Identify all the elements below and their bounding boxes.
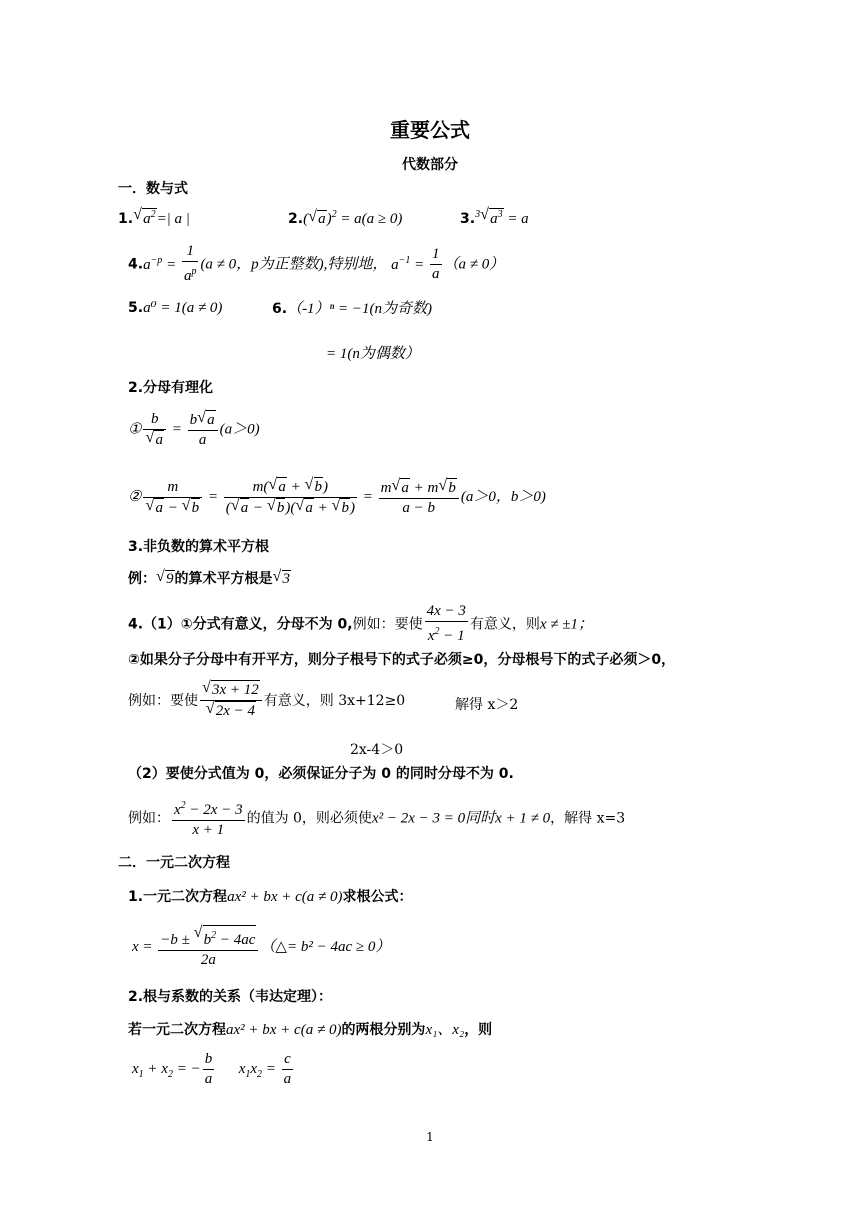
vieta-heading: 2.根与系数的关系（韦达定理）： bbox=[128, 989, 333, 1005]
example-4-2: 例如：要使 √ 3x + 12 √ 2x − 4 有意义，则 3x+12≥0 bbox=[128, 680, 405, 721]
section-subtitle: 代数部分 bbox=[402, 157, 458, 173]
formula-4: $4.a^{-p}$ = $\frac{1}{a^p}$ (a ≠ 0，p为正整数),特别地， $a^{-1}$ = $\frac{1}{a}$ （a ≠ 0） bbox=[128, 243, 505, 284]
quadratic-title: 1.一元二次方程ax² + bx + c(a ≠ 0)求根公式： bbox=[128, 889, 413, 905]
section-heading-1: 一．数与式 bbox=[118, 181, 188, 197]
quadratic-formula: x = $\frac{-b \pm √ b^2 - 4ac}{2a}$ （△= b² − 4ac ≥ 0） bbox=[132, 925, 390, 970]
vieta-formulas: $x_1 + x_2$ = − $\frac{b}{a}$ $x_1x_2$ = $\frac{c}{a}$ bbox=[132, 1051, 292, 1087]
formula-2: 2.(√ a)$^2$ = a(a ≥ 0) bbox=[288, 208, 402, 228]
rule-4-1: 4.（1）①分式有意义，分母不为 0,例如：要使 $\frac{4x - 3}{x^2 - 1}$ 有意义，则x ≠ ±1； bbox=[128, 603, 593, 644]
formula-6-even: = 1(n为偶数） bbox=[326, 346, 420, 362]
rationalize-formula-2: ② m √ a − √ b = $\frac{m(√ a + √ b)}{(√ a - √ b)(√ a + √ b)}$ = $\frac{m√ a + m√ b}{a - b}$ (a＞0，b＞0) bbox=[128, 477, 546, 518]
formula-3: 3.$^3$√ $a^3 = a$ bbox=[460, 208, 529, 228]
section-heading-2: 二．一元二次方程 bbox=[118, 855, 230, 871]
rule-4-3: （2）要使分式值为 0，必须保证分子为 0 的同时分母不为 0. bbox=[128, 766, 514, 782]
formula-5: 5.a⁰ = 1(a ≠ 0) bbox=[128, 300, 223, 316]
page-title: 重要公式 bbox=[390, 118, 470, 142]
rule-4-2: ②如果分子分母中有开平方，则分子根号下的式子必须≥0，分母根号下的式子必须＞0， bbox=[128, 652, 676, 668]
vieta-statement: 若一元二次方程ax² + bx + c(a ≠ 0)的两根分别为x₁、x₂，则 bbox=[128, 1022, 493, 1038]
heading-rationalize: 2.分母有理化 bbox=[128, 380, 214, 396]
rationalize-formula-1: ① b √ a = $\frac{b√ a}{a}$ (a＞0) bbox=[128, 410, 260, 450]
formula-6: 6.（-1）ⁿ = −1(n为奇数) bbox=[272, 301, 433, 317]
formula-1: 1.√ $a^2=|$ a | bbox=[118, 208, 190, 228]
page-number: 1 bbox=[426, 1130, 434, 1144]
heading-sqrt: 3.非负数的算术平方根 bbox=[128, 539, 270, 555]
example-4-2-result: 解得 x＞2 bbox=[455, 697, 519, 713]
example-4-3: 例如： $\frac{x^2 - 2x - 3}{x + 1}$ 的值为 0，则必须使x² − 2x − 3 = 0同时x + 1 ≠ 0，解得 x=3 bbox=[128, 796, 625, 840]
example-sqrt: 例：√ 9的算术平方根是√ 3 bbox=[128, 568, 291, 588]
example-4-2-cond: 2x-4＞0 bbox=[350, 742, 404, 758]
